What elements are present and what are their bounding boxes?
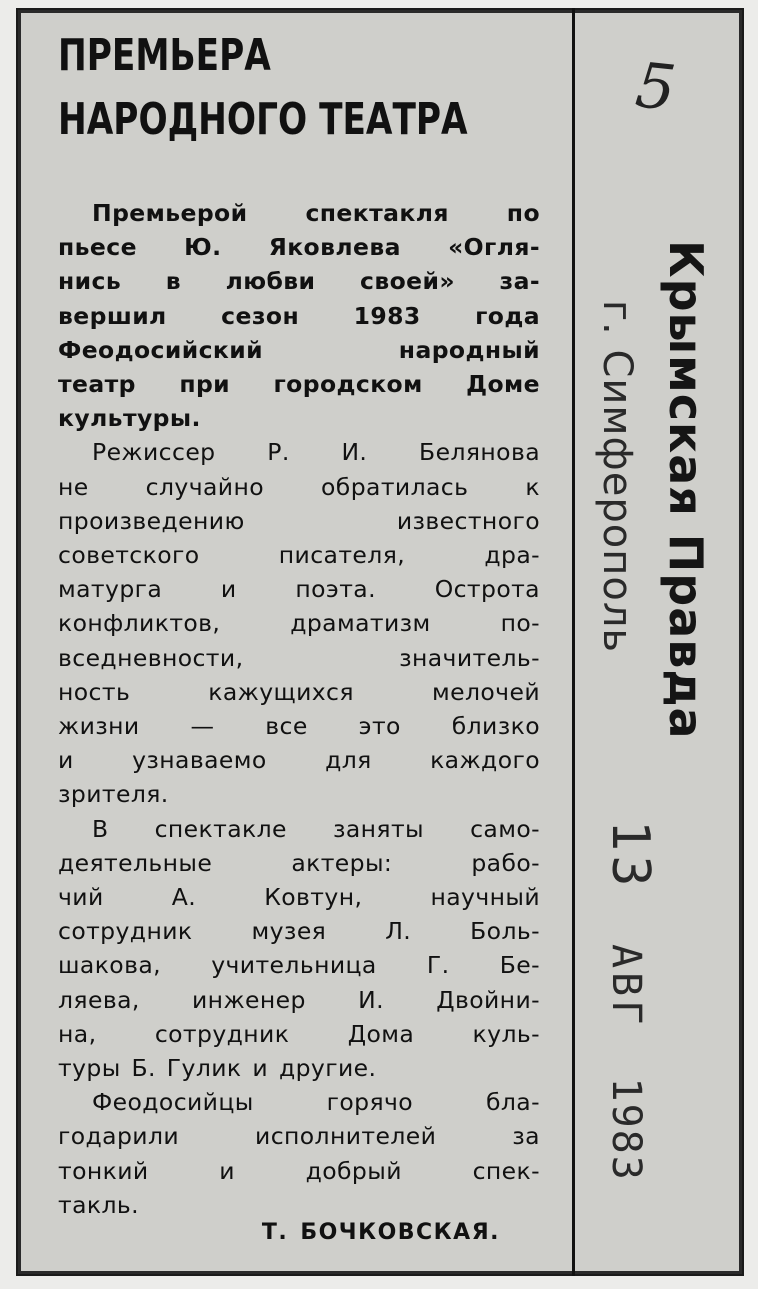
article-headline (58, 24, 468, 152)
text-line: зрителя. (58, 780, 169, 809)
stamp-date (600, 820, 660, 1182)
text-line: и узнаваемо для каждого (58, 746, 540, 775)
text-line: вершил сезон 1983 года (58, 301, 540, 330)
text-line: нись в любви своей» за- (58, 267, 540, 296)
handwritten-page-number: 5 (632, 48, 680, 125)
text-line: вседневности, значитель- (58, 643, 540, 672)
lead-paragraph (58, 196, 540, 435)
text-line: шакова, учительница Г. Бе- (58, 951, 540, 980)
text-line: тонкий и добрый спек- (58, 1156, 540, 1185)
text-line: деятельные актеры: рабо- (58, 848, 540, 877)
text-line: произведению известного (58, 506, 540, 535)
text-line: такль. (58, 1190, 140, 1219)
text-line: В спектакле заняты само- (92, 814, 540, 843)
text-line: годарили исполнителей за (58, 1122, 540, 1151)
text-line: театр при городском Доме (58, 370, 540, 399)
text-line: Феодосийцы горячо бла- (92, 1088, 540, 1117)
text-line: матурга и поэта. Острота (58, 575, 540, 604)
text-line: Феодосийский народный (58, 335, 540, 364)
stamp-date-day: 13 (600, 820, 660, 891)
stamp-date-year: 1983 (603, 1077, 649, 1182)
text-line: жизни — все это близко (58, 712, 540, 741)
text-line: Премьерой спектакля по (92, 199, 540, 227)
text-line: на, сотрудник Дома куль- (58, 1019, 540, 1048)
stamp-newspaper-name: Крымская Правда (659, 240, 713, 740)
headline-line-1: ПРЕМЬЕРА (58, 30, 271, 81)
stamp-city: г. Симферополь (594, 300, 640, 653)
text-line: пьесе Ю. Яковлева «Огля- (58, 233, 540, 262)
text-line: советского писателя, дра- (58, 541, 540, 570)
text-line: конфликтов, драматизм по- (58, 609, 540, 638)
text-line: туры Б. Гулик и другие. (58, 1054, 377, 1083)
article-body (58, 196, 540, 1250)
paragraph-director (58, 435, 540, 811)
text-line: ность кажущихся мелочей (58, 677, 540, 706)
paragraph-cast (58, 812, 540, 1086)
headline-line-2: НАРОДНОГО ТЕАТРА (58, 94, 468, 145)
text-line: ляева, инженер И. Двойни- (58, 985, 540, 1014)
column-divider (572, 8, 575, 1276)
paragraph-closing (58, 1085, 540, 1222)
author-signature: Т. БОЧКОВСКАЯ. (261, 1220, 500, 1246)
article (58, 24, 540, 1250)
text-line: чий А. Ковтун, научный (58, 883, 540, 912)
text-line: Режиссер Р. И. Белянова (92, 438, 540, 467)
stamp-date-month: АВГ (603, 943, 649, 1029)
text-line: не случайно обратилась к (58, 472, 540, 501)
text-line: сотрудник музея Л. Боль- (58, 917, 540, 946)
text-line: культуры. (58, 404, 201, 433)
